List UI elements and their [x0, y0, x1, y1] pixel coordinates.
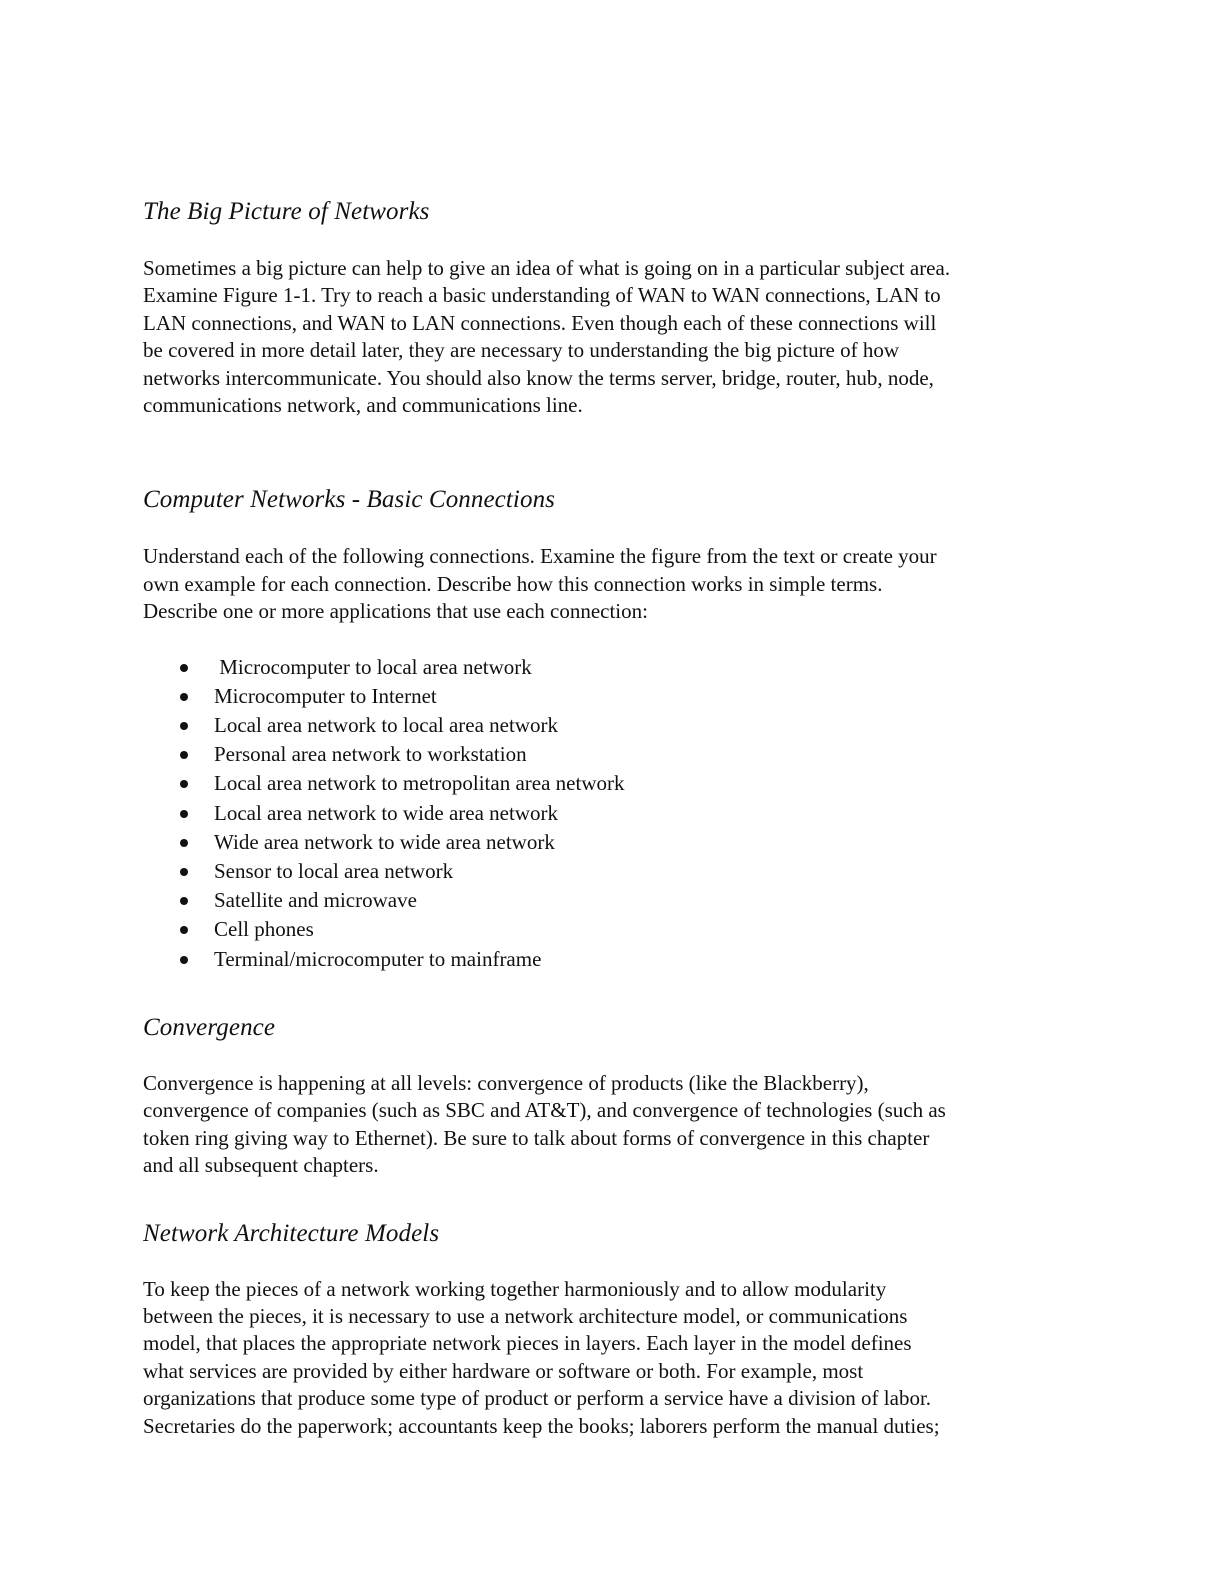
paragraph-line: own example for each connection. Describe how this connection works in simple terms.	[143, 571, 883, 596]
bullet-icon	[180, 810, 188, 818]
bullet-icon	[180, 722, 188, 730]
paragraph-network-architecture	[143, 1276, 1083, 1440]
list-item-text: Sensor to local area network	[214, 859, 454, 884]
bullet-icon	[180, 897, 188, 905]
paragraph-line: between the pieces, it is necessary to use a network architecture model, or communications	[143, 1303, 908, 1328]
paragraph-line: Understand each of the following connections. Examine the figure from the text or create your	[143, 544, 937, 569]
paragraph-line: To keep the pieces of a network working together harmoniously and to allow modularity	[143, 1276, 887, 1301]
bullet-icon	[180, 664, 188, 672]
list-item	[143, 828, 1083, 857]
list-item	[143, 653, 1083, 682]
bullet-icon	[180, 780, 188, 788]
list-item-text: Microcomputer to local area network	[214, 654, 532, 679]
list-item-text: Microcomputer to Internet	[214, 683, 437, 708]
paragraph-line: communications network, and communications line.	[143, 393, 583, 418]
list-item	[143, 857, 1083, 886]
paragraph-line: organizations that produce some type of product or perform a service have a division of labor.	[143, 1386, 932, 1411]
paragraph-line: LAN connections, and WAN to LAN connections. Even though each of these connections will	[143, 310, 937, 335]
list-item-text: Local area network to local area network	[214, 713, 558, 738]
paragraph-line: and all subsequent chapters.	[143, 1153, 379, 1178]
list-item-text: Personal area network to workstation	[214, 742, 527, 767]
list-item-text: Local area network to wide area network	[214, 800, 558, 825]
paragraph-line: Examine Figure 1-1. Try to reach a basic understanding of WAN to WAN connections, LAN to	[143, 283, 941, 308]
bullet-icon	[180, 956, 188, 964]
paragraph-line: Convergence is happening at all levels: convergence of products (like the Blackberry),	[143, 1070, 869, 1095]
paragraph-line: convergence of companies (such as SBC and AT&T), and convergence of technologies (such as	[143, 1098, 946, 1123]
list-item	[143, 799, 1083, 828]
paragraph-line: Sometimes a big picture can help to give an idea of what is going on in a particular subject area.	[143, 256, 951, 280]
list-item	[143, 682, 1083, 711]
connections-bullet-list	[143, 653, 1083, 974]
list-item-text: Wide area network to wide area network	[214, 829, 555, 854]
section-heading-network-architecture: Network Architecture Models	[143, 1219, 440, 1247]
section-heading-big-picture: The Big Picture of Networks	[143, 198, 430, 225]
bullet-icon	[180, 926, 188, 934]
list-item-text: Local area network to metropolitan area network	[214, 771, 625, 796]
paragraph-basic-connections	[143, 543, 1083, 625]
paragraph-line: what services are provided by either hardware or software or both. For example, most	[143, 1358, 864, 1383]
section-heading-basic-connections: Computer Networks - Basic Connections	[143, 486, 556, 514]
list-item	[143, 711, 1083, 740]
paragraph-line: model, that places the appropriate network pieces in layers. Each layer in the model defines	[143, 1331, 912, 1356]
list-item	[143, 915, 1083, 944]
paragraph-convergence	[143, 1070, 1083, 1180]
document-page	[143, 196, 1083, 1440]
list-item	[143, 886, 1083, 915]
list-item	[143, 769, 1083, 798]
bullet-icon	[180, 868, 188, 876]
bullet-icon	[180, 751, 188, 759]
paragraph-big-picture	[143, 255, 1083, 419]
list-item	[143, 740, 1083, 769]
list-item-text: Terminal/microcomputer to mainframe	[214, 946, 542, 971]
section-heading-convergence: Convergence	[143, 1013, 276, 1041]
paragraph-line: Secretaries do the paperwork; accountants keep the books; laborers perform the manual duties;	[143, 1413, 940, 1438]
list-item	[143, 945, 1083, 974]
list-item-text: Cell phones	[214, 917, 314, 942]
paragraph-line: be covered in more detail later, they are necessary to understanding the big picture of how	[143, 338, 900, 363]
bullet-icon	[180, 693, 188, 701]
paragraph-line: networks intercommunicate. You should also know the terms server, bridge, router, hub, node,	[143, 365, 934, 390]
paragraph-line: Describe one or more applications that use each connection:	[143, 599, 648, 624]
list-item-text: Satellite and microwave	[214, 888, 417, 913]
paragraph-line: token ring giving way to Ethernet). Be sure to talk about forms of convergence in this chapter	[143, 1125, 930, 1150]
bullet-icon	[180, 839, 188, 847]
